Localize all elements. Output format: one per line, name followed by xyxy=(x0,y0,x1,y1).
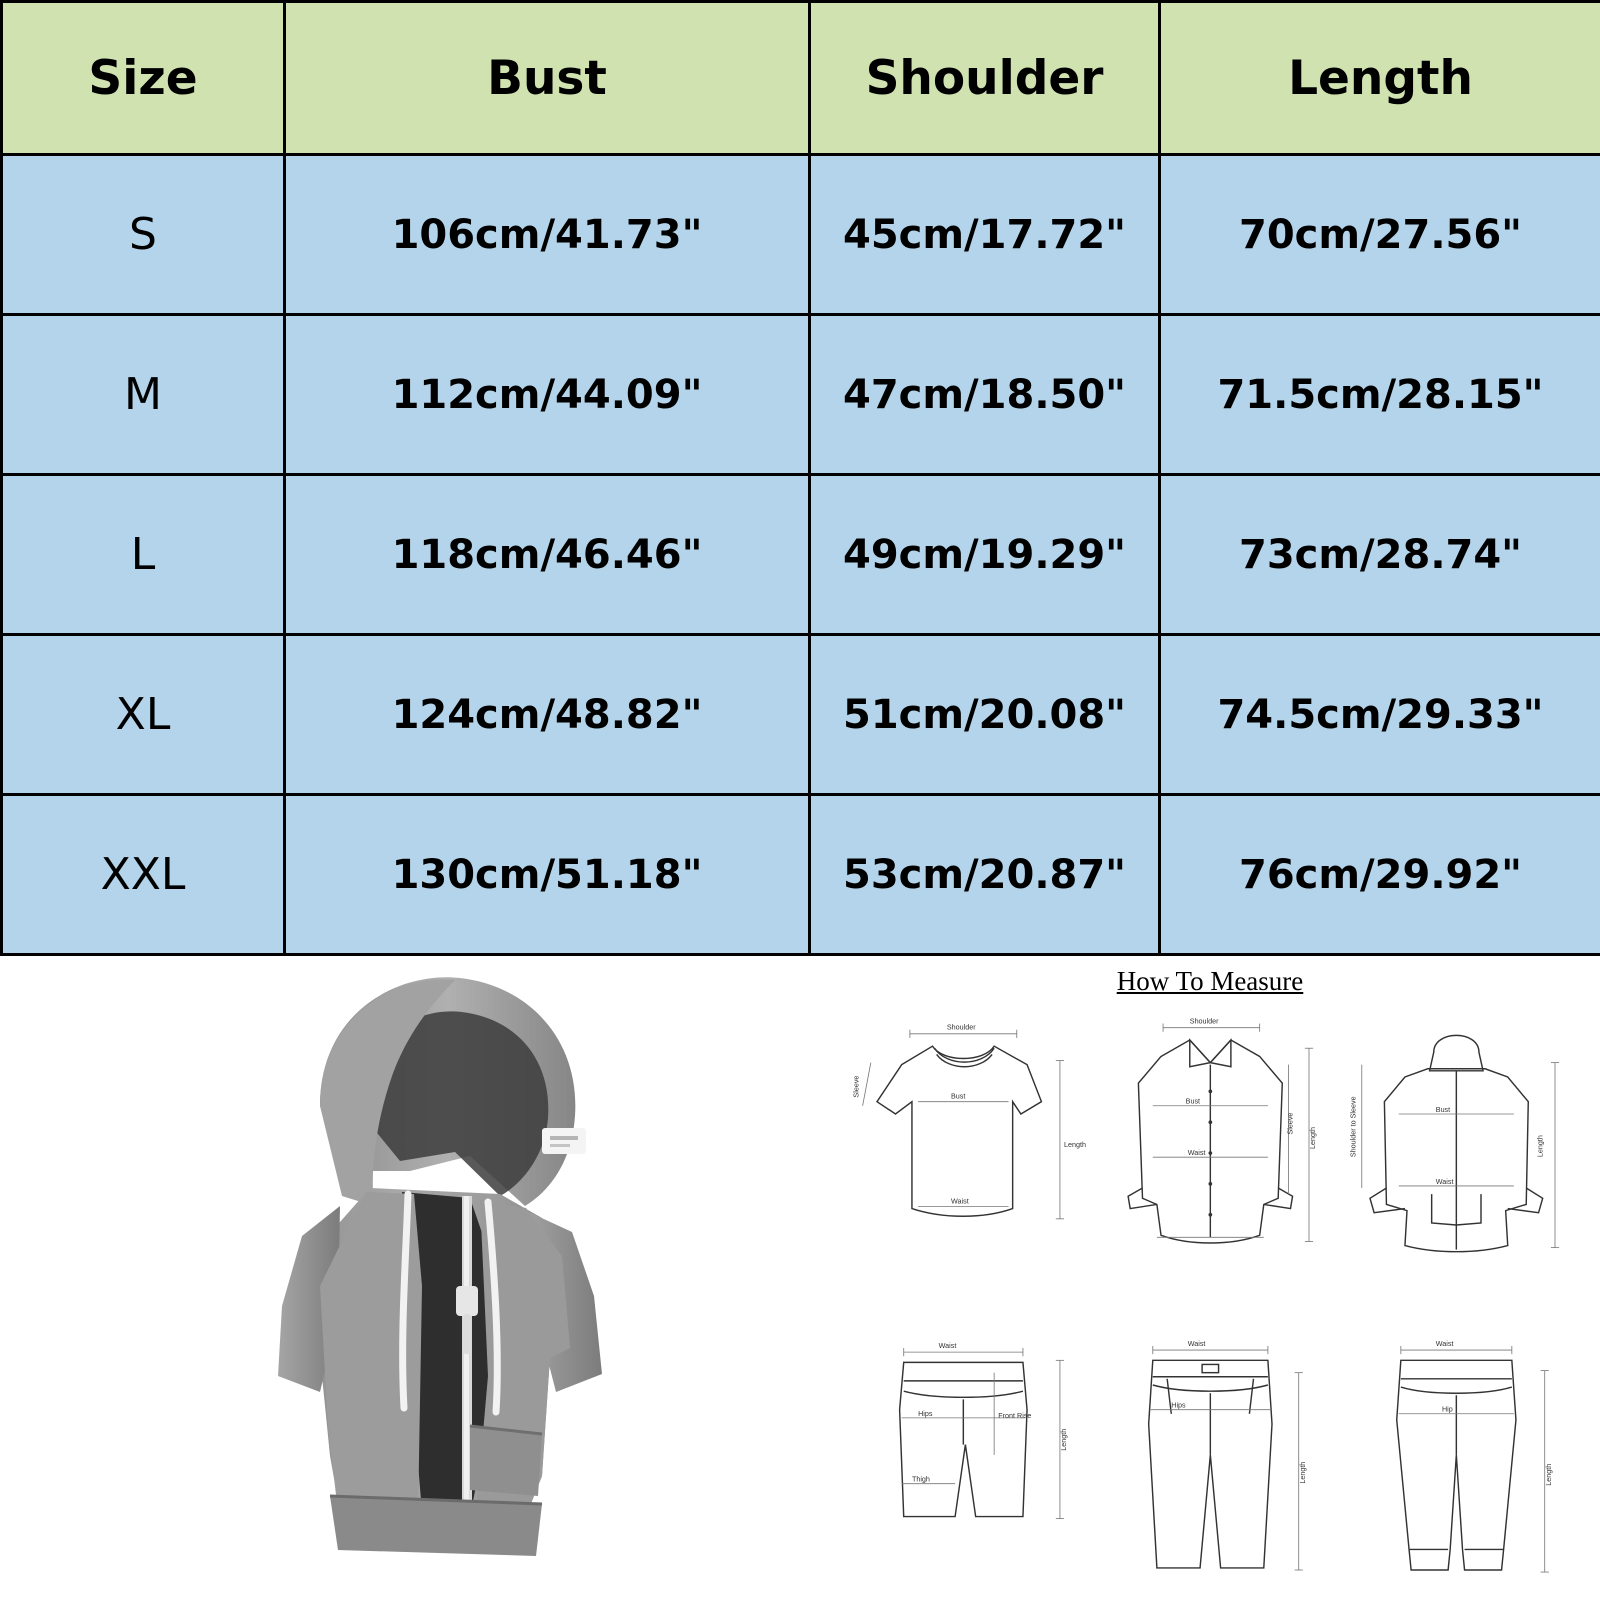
measurement-diagram-grid xyxy=(840,1003,1580,1603)
diagram-label: Waist xyxy=(1436,1339,1454,1348)
table-row xyxy=(2,475,1600,635)
diagram-label: Thigh xyxy=(912,1475,930,1484)
diagram-zip-hoodie xyxy=(1333,1003,1580,1311)
column-header-shoulder: Shoulder xyxy=(810,2,1160,155)
cell-shoulder: 49cm/19.29" xyxy=(810,475,1160,635)
diagram-label: Waist xyxy=(1187,1148,1205,1157)
lower-section xyxy=(0,956,1600,1616)
cell-length: 70cm/27.56" xyxy=(1160,155,1600,315)
cell-bust: 112cm/44.09" xyxy=(285,315,810,475)
cell-bust: 106cm/41.73" xyxy=(285,155,810,315)
how-to-measure-title: How To Measure xyxy=(840,966,1580,997)
diagram-label: Hips xyxy=(1171,1401,1186,1410)
diagram-label: Length xyxy=(1064,1140,1086,1149)
diagram-label: Shoulder xyxy=(947,1023,976,1032)
diagram-label: Hips xyxy=(918,1409,933,1418)
how-to-measure-panel xyxy=(840,966,1580,1616)
cell-length: 71.5cm/28.15" xyxy=(1160,315,1600,475)
cell-shoulder: 51cm/20.08" xyxy=(810,635,1160,795)
cell-shoulder: 47cm/18.50" xyxy=(810,315,1160,475)
diagram-label: Waist xyxy=(939,1341,957,1350)
diagram-label: Front Rise xyxy=(998,1411,1031,1420)
table-row xyxy=(2,155,1600,315)
table-row xyxy=(2,795,1600,955)
diagram-label: Length xyxy=(1536,1135,1545,1157)
diagram-tshirt xyxy=(840,1003,1087,1311)
cell-size: XL xyxy=(2,635,285,795)
diagram-label: Bust xyxy=(951,1092,965,1101)
cell-bust: 118cm/46.46" xyxy=(285,475,810,635)
cell-bust: 130cm/51.18" xyxy=(285,795,810,955)
diagram-label: Length xyxy=(1059,1429,1068,1451)
table-row xyxy=(2,315,1600,475)
diagram-label: Length xyxy=(1544,1464,1553,1486)
cell-size: M xyxy=(2,315,285,475)
cell-length: 74.5cm/29.33" xyxy=(1160,635,1600,795)
cell-size: S xyxy=(2,155,285,315)
diagram-label: Waist xyxy=(1436,1177,1454,1186)
diagram-label: Length xyxy=(1308,1127,1317,1149)
diagram-trousers xyxy=(1087,1311,1334,1619)
table-row xyxy=(2,635,1600,795)
cell-bust: 124cm/48.82" xyxy=(285,635,810,795)
cell-size: L xyxy=(2,475,285,635)
column-header-length: Length xyxy=(1160,2,1600,155)
diagram-label: Sleeve xyxy=(1285,1113,1294,1135)
diagram-label: Length xyxy=(1298,1462,1307,1484)
diagram-label: Waist xyxy=(951,1196,969,1205)
diagram-label: Hip xyxy=(1442,1405,1453,1414)
cell-length: 73cm/28.74" xyxy=(1160,475,1600,635)
diagram-label: Bust xyxy=(1185,1097,1199,1106)
column-header-bust: Bust xyxy=(285,2,810,155)
diagram-label: Shoulder to Sleeve xyxy=(1349,1096,1358,1157)
cell-shoulder: 45cm/17.72" xyxy=(810,155,1160,315)
diagram-joggers xyxy=(1333,1311,1580,1619)
product-photo xyxy=(170,956,690,1616)
diagram-label: Bust xyxy=(1436,1105,1450,1114)
diagram-button-shirt xyxy=(1087,1003,1334,1311)
cell-length: 76cm/29.92" xyxy=(1160,795,1600,955)
diagram-label: Shoulder xyxy=(1189,1017,1218,1026)
diagram-label: Sleeve xyxy=(851,1076,860,1098)
table-header-row xyxy=(2,2,1600,155)
diagram-shorts xyxy=(840,1311,1087,1619)
cell-shoulder: 53cm/20.87" xyxy=(810,795,1160,955)
column-header-size: Size xyxy=(2,2,285,155)
cell-size: XXL xyxy=(2,795,285,955)
diagram-label: Waist xyxy=(1187,1339,1205,1348)
